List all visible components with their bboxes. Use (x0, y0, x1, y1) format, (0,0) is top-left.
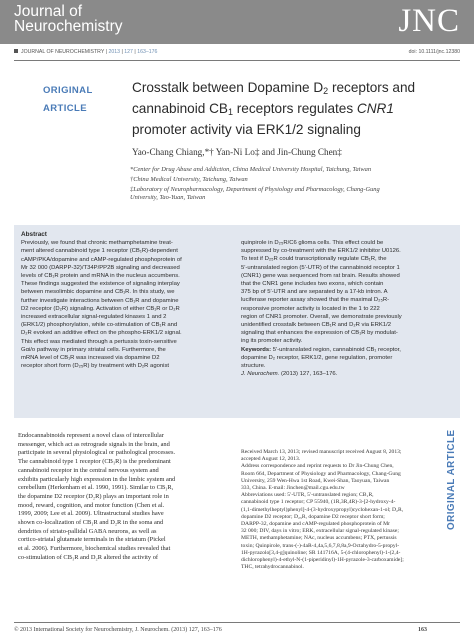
footnote-line: 32 000; DIV, days in vitro; ERK, extracellular signal-regulated kinase; (241, 528, 399, 535)
abstract-heading: Abstract (21, 231, 47, 238)
jnc-logo: JNC (398, 3, 460, 39)
meta-volume: 127 (124, 49, 133, 55)
abstract-line: increased extracellular signal-regulated kinases 1 and 2 (21, 314, 167, 321)
keywords-text: structure. (241, 363, 266, 370)
affiliation: †China Medical University, Taichung, Taiwan (130, 176, 248, 183)
header-rule (14, 60, 460, 61)
abstract-line: receptor short form (D₂₅R) by treatment with D₂R agonist (21, 363, 170, 370)
footer-copyright: © 2013 International Society for Neurochemistry, J. Neurochem. (2013) 127, 163–176 (14, 627, 222, 633)
journal-title-line1: Journal of (14, 3, 83, 20)
abstract-line: between mesolimbic dopamine and CB₁R. In this study, we (21, 289, 175, 296)
meta-pages: 163–176 (137, 49, 158, 55)
journal-title (14, 4, 123, 34)
title-part: cannabinoid CB (132, 101, 228, 116)
abstract-line: These findings suggested the existence of signaling interplay (21, 281, 180, 288)
footnote-line: cannabinoid type 1 receptor; CP 55940, (1R,3R,4R)-3-[2-hydroxy-4- (241, 499, 396, 506)
meta-sep: | (105, 49, 108, 55)
footnote-line: University, 259 Wen-Hwa 1st Road, Kwei-Shan, Taoyuan, Taiwan (241, 477, 390, 484)
citation-line (241, 370, 455, 378)
footer-rule (14, 622, 460, 623)
body-line: co-stimulation of CB₁R and D₂R altered the activity of (18, 553, 159, 561)
body-line: participate in several physiological or pathological processes. (18, 449, 176, 457)
label-article: ARTICLE (43, 103, 87, 114)
abstract-line: ing its promoter activity. (241, 338, 303, 345)
title-part: Crosstalk between Dopamine D (132, 80, 324, 95)
abstract-line: signaling that enhances the expression of CB₁R by modulat- (241, 330, 398, 337)
meta-sep: | (121, 49, 123, 55)
footnote-line: DARPP-32, dopamine and cAMP-regulated phosphoprotein of Mr (241, 521, 390, 528)
keywords-line (241, 346, 455, 354)
footnote-line: 333, China. E-mail: Jinchen@mail.cgu.edu.tw (241, 485, 345, 492)
title-gene: CNR1 (356, 101, 394, 116)
abstract-line: 5′-untranslated region (5′-UTR) of the cannabinoid receptor 1 (241, 264, 400, 271)
affiliation: University, Tao-Yuan, Taiwan (130, 194, 206, 201)
abstract-right-column (241, 239, 455, 378)
abstract-line: 375 bp of 5′-UTR and are separated by a 17-kb intron. A (241, 289, 388, 296)
abstract-line: that the CNR1 gene includes two exons, which contain (241, 281, 384, 288)
journal-title-line2: Neurochemistry (14, 18, 123, 35)
title-sub: 1 (227, 107, 233, 117)
abstract-line: luciferase reporter assay showed that the maximal D₂₅R- (241, 297, 390, 304)
abstract-line: D2 receptor (D₂R) signaling. Activation of either CB₁R or D₂R (21, 305, 180, 312)
abstract-line: unidentified crosstalk between CB₁R and D₂R via ERK1/2 (241, 322, 391, 329)
side-tab-label: ORIGINAL ARTICLE (446, 429, 457, 530)
abstract-left-column (21, 231, 234, 370)
article-title (132, 79, 452, 139)
footnote-line: METH, methamphetamine; NAc, nucleus accumbens; PTX, pertussis (241, 535, 397, 542)
citation-journal: J. Neurochem. (241, 371, 280, 378)
body-line: The cannabinoid type 1 receptor (CB₁R) is the predominant (18, 458, 171, 466)
footnote-line: accepted August 12, 2013. (241, 456, 301, 463)
body-line: the dopamine D2 receptor (D₂R) plays an important role in (18, 492, 169, 500)
body-line: cannabinoid receptor in the central nervous system and (18, 466, 159, 474)
journal-banner (0, 0, 474, 44)
footnote-line: THC, tetrahydrocannabinol. (241, 564, 304, 571)
keywords-text: 5′-untranslated region, cannabinoid CB₁ receptor, (271, 346, 401, 353)
abstract-line: D₂R evoked an additive effect on the phospho-ERK1/2 signal. (21, 330, 182, 337)
journal-meta-line (14, 49, 460, 55)
footnote-line: dopamine D2 receptor; D₂₅R, dopamine D2 receptor short form; (241, 513, 385, 520)
body-line: dendrites of striato-pallidal GABA neurons, as well as (18, 527, 157, 535)
body-line: shown co-localization of CB₁R and D₂R in the soma and (18, 519, 164, 527)
body-line: et al. 2006). Furthermore, biochemical studies revealed that (18, 545, 171, 553)
abstract-line: further investigate interactions between CB₁R and dopamine (21, 297, 179, 304)
label-original: ORIGINAL (43, 85, 93, 96)
abstract-line: (CNR1) gene was sequenced from rat brain. Results showed (241, 272, 400, 279)
page-footer (14, 627, 460, 633)
body-line: Endocannabinoids represent a novel class of intercellular (18, 432, 164, 439)
footnote-line: Abbreviations used: 5′-UTR, 5′-untranslated region; CB₁R, (241, 492, 374, 499)
footnote-line: Received March 13, 2013; revised manuscript received August 8, 2013; (241, 449, 402, 455)
abstract-line: responsive promoter activity is located in the 1 to 222 (241, 305, 380, 312)
body-line: cortico-striatal glutamate terminals in the striatum (Pickel (18, 536, 166, 544)
footnote-line: Room 664, Department of Physiology and Pharmacology, Chang-Gung (241, 470, 401, 477)
abstract-line: ment altered cannabinoid type 1 receptor (CB₁R)-dependent (21, 248, 178, 255)
body-line: mood, reward, cognition, and motor function (Chen et al. (18, 501, 165, 509)
title-part: receptors regulates (233, 101, 357, 116)
doi-link[interactable]: doi: 10.1111/jnc.12380 (408, 49, 460, 55)
body-line: cerebellum (Herkenham et al. 1990, 1991). Similar to CB₁R, (18, 484, 174, 492)
title-sub: 2 (323, 86, 329, 96)
page-number: 163 (418, 627, 427, 633)
title-line3: promoter activity via ERK1/2 signaling (132, 122, 361, 137)
abstract-line: region of CNR1 promoter. Overall, we demonstrate previously (241, 313, 402, 320)
body-left-column (18, 432, 233, 563)
footnote-line: Address correspondence and reprint requests to Dr Jin-Chung Chen, (241, 463, 394, 470)
meta-journal: JOURNAL OF NEUROCHEMISTRY (21, 49, 105, 55)
abstract-line: To test if D₂₅R could transcriptionally regulate CB₁R, the (241, 256, 387, 263)
body-line: exhibits particularly high expression in the limbic system and (18, 475, 176, 483)
abstract-line: (ERK1/2) phosphorylation, while co-stimulation of CB₁R and (21, 322, 178, 329)
abstract-line: levels of CB₁R protein and mRNA in the nucleus accumbens. (21, 273, 180, 280)
affiliation: ‡Laboratory of Neuropharmacology, Department of Physiology and Pharmacology, Chang-Gung (130, 186, 380, 193)
footnote-line: (1,1-dimethylheptyl)phenyl]-4-(3-hydroxypropyl)cyclohexan-1-ol; D₂R, (241, 506, 404, 513)
abstract-line: mRNA level of CB₁R was increased via dopamine D2 (21, 355, 160, 362)
footnote-line: dichlorophenyl)-4-ethyl-N-(1-piperidinyl)-1H-pyrazole-3-carboxamide]; (241, 557, 404, 564)
abstract-line: cAMP/PKA/dopamine and cAMP-regulated phosphoprotein of (21, 256, 182, 263)
meta-year: 2013 (108, 49, 121, 55)
meta-sep: | (134, 49, 136, 55)
title-part: receptors and (328, 80, 416, 95)
square-bullet-icon (14, 49, 18, 53)
author-list: Yao-Chang Chiang,*† Yan-Ni Lo‡ and Jin-Chung Chen‡ (132, 147, 342, 157)
keywords-label: Keywords: (241, 346, 272, 353)
body-line: messenger, which act as retrograde signals in the brain, and (18, 440, 170, 448)
keywords-text: dopamine D₂ receptor, ERK1/2, gene regulation, promoter (241, 354, 393, 361)
affiliation: *Center for Drug Abuse and Addiction, China Medical University Hospital, Taichung, Taiwan (130, 166, 372, 173)
footnote-line: 1H-pyrazolo[3,4-g]quinoline; SR 141716A, 5-(4-chlorophenyl)-1-(2,4- (241, 549, 401, 556)
abstract-line: This effect was mediated through a pertussis toxin-sensitive (21, 338, 177, 345)
citation-rest: (2013) 127, 163–176. (279, 371, 338, 378)
abstract-line: suppressed by co-treatment with the ERK1/2 inhibitor U0126. (241, 248, 401, 255)
abstract-line: quinpirole in D₂₅R/C6 glioma cells. This effect could be (241, 240, 384, 246)
body-line: 1999, 2009; Lee et al. 2009). Ultrastructural studies have (18, 510, 164, 518)
footnote-column (241, 449, 441, 571)
footnote-line: toxin; Quinpirole, trans-(-)-4aR-4,4a,5,6,7,8,8a,9-Octahydro-5-propyl- (241, 542, 400, 549)
abstract-line: Mr 32 000 (DARPP-32)/T34P/PP2B signaling and decreased (21, 264, 180, 271)
abstract-line: Previously, we found that chronic methamphetamine treat- (21, 240, 173, 247)
abstract-line: Gαi/o pathway in primary striatal cells. Furthermore, the (21, 346, 166, 353)
